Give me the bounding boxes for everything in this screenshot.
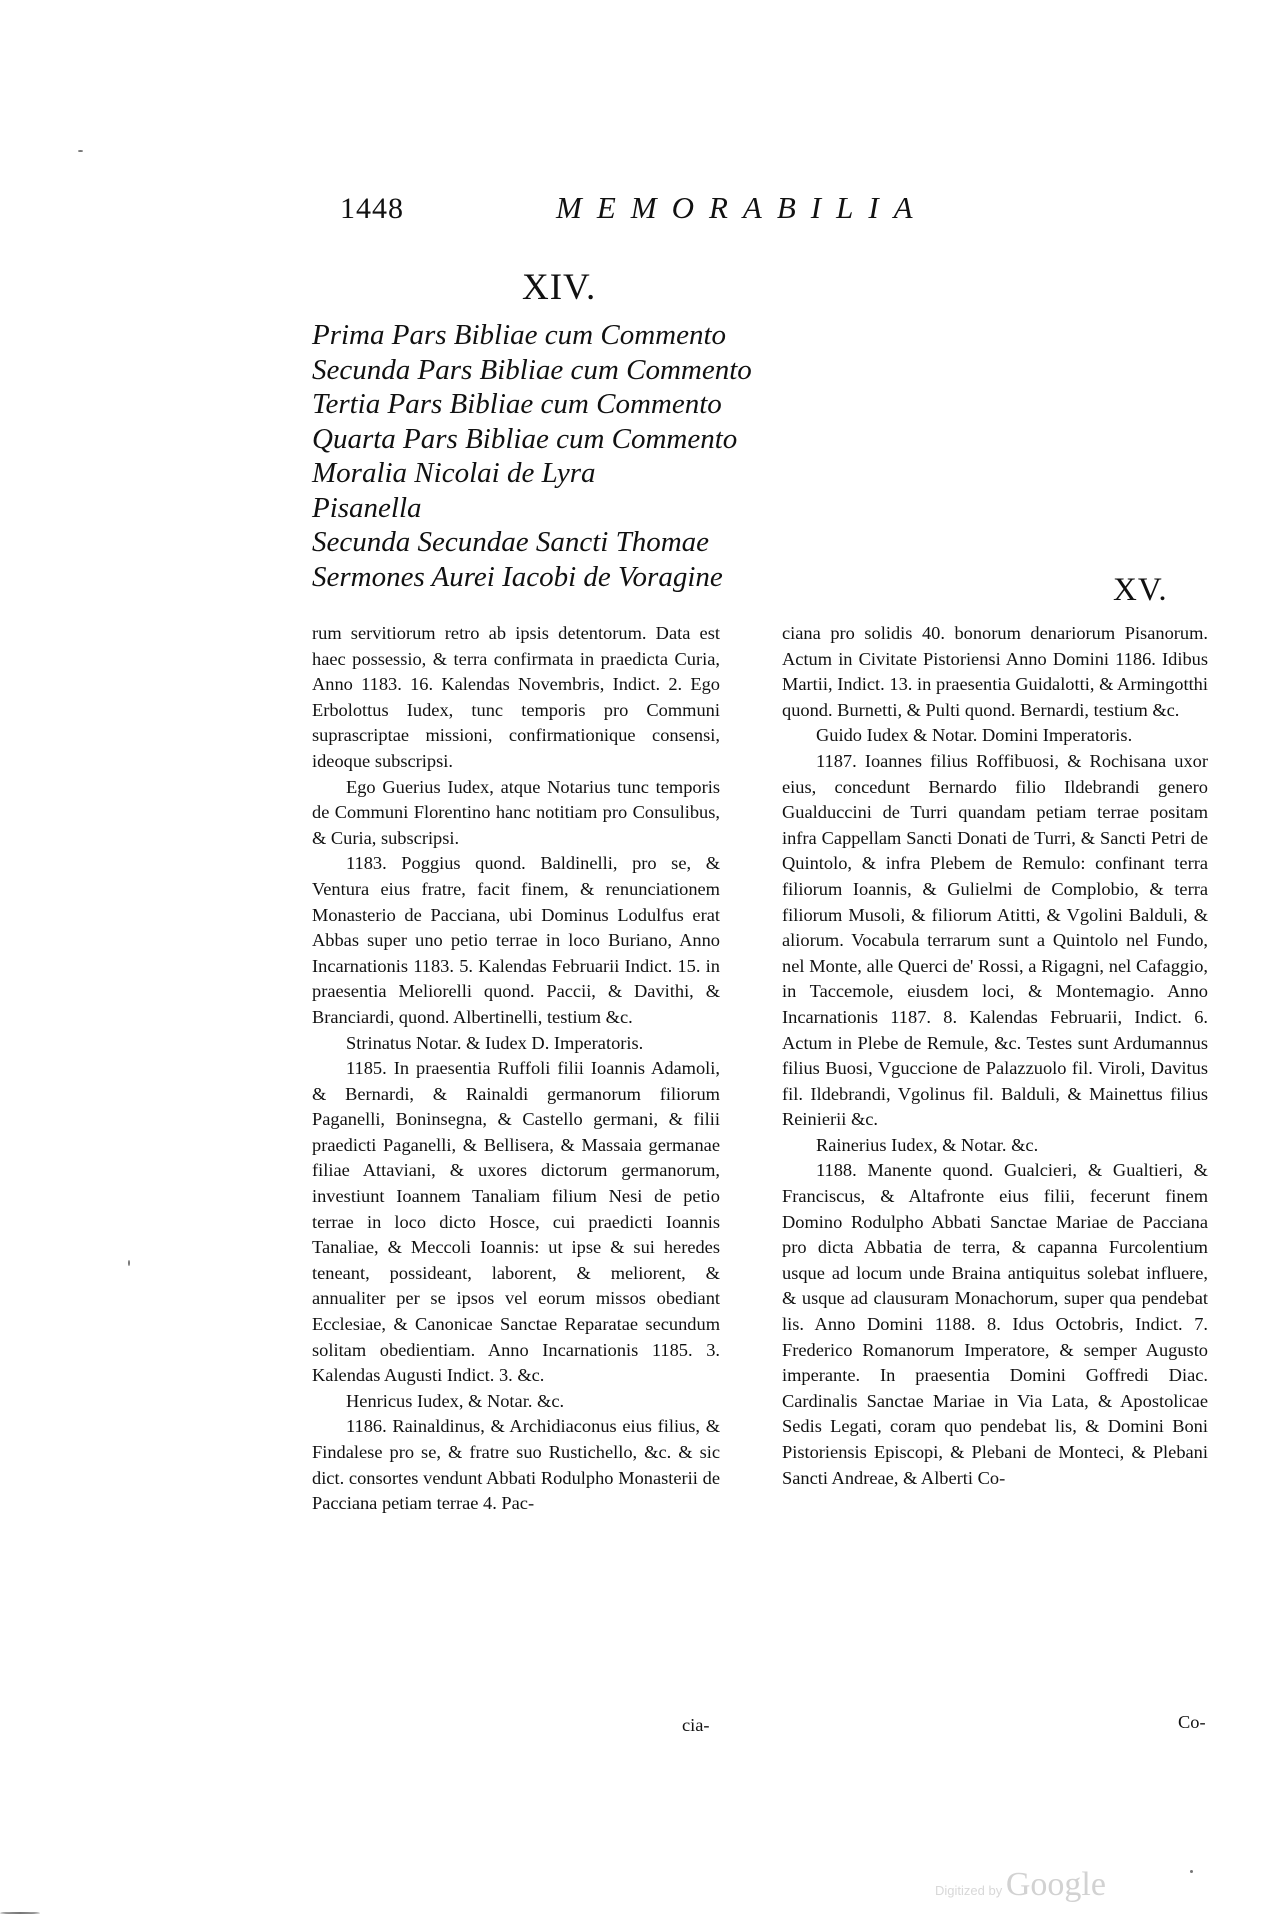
catchword-right: Co-	[1178, 1712, 1206, 1732]
book-entry: Pisanella	[312, 491, 422, 524]
scan-speck	[78, 150, 83, 152]
paragraph: Strinatus Notar. & Iudex D. Imperatoris.	[346, 1032, 644, 1053]
paragraph: 1185. In praesentia Ruffoli filii Ioannis Adamoli, & Bernardi, & Rainaldi germanorum filiorum Paganelli, Boninsegna, & Castello germani, & filii praedicti Paganelli, & Bellisera, & Massaia germanae filiae Attaviani, & uxores dictorum germanorum, investiunt Ioannem Tanaliam filium Nesi de petio terrae in loco dicto Hosce, cui praedicti Ioannis Tanaliae, & Meccoli Ioannis: ut ipse & sui heredes teneant, possideant, laborent, & meliorent, & annualiter per se ipsos vel eorum missos obediant Ecclesiae, & Canonicae Sanctae Reparatae secundum solitam obedientiam. Anno Incarnationis 1185. 3. Kalendas Augusti Indict. 3. &c.	[312, 1058, 720, 1386]
right-text-column	[782, 621, 1208, 1491]
catchword-left: cia-	[682, 1715, 710, 1735]
book-entry: Prima Pars Bibliae cum Commento	[312, 319, 727, 351]
paragraph: 1186. Rainaldinus, & Archidiaconus eius filius, & Findalese pro se, & fratre suo Rustichello, &c. & sic dict. consortes vendunt Abbati Rodulpho Monasterii de Pacciana petiam terrae 4. Pac-	[312, 1416, 720, 1514]
scan-speck	[0, 1912, 40, 1914]
scan-speck	[128, 1260, 130, 1266]
book-entry: Sermones Aurei Iacobi de Voragine	[312, 560, 723, 593]
scan-speck	[1190, 1870, 1193, 1873]
paragraph: 1183. Poggius quond. Baldinelli, pro se, & Ventura eius fratre, facit finem, & renunciationem Monasterio de Pacciana, ubi Dominus Lodulfus erat Abbas super uno petio terrae in loco Buriano, Anno Incarnationis 1183. 5. Kalendas Februarii Indict. 15. in praesentia Meliorelli quond. Paccii, & Davithi, & Branciardi, quond. Albertinelli, testium &c.	[312, 853, 720, 1027]
book-entry: Moralia Nicolai de Lyra	[312, 457, 596, 489]
paragraph: 1187. Ioannes filius Roffibuosi, & Rochisana uxor eius, concedunt Bernardo filio Ildebrandi genero Gualduccini de Turri quandam petiam terrae positam infra Cappellam Sancti Donati de Turri, & Sancti Petri de Quintolo, & infra Plebem de Remulo: confinant terra filiorum Ioannis, & Gulielmi de Complobio, & terra filiorum Musoli, & filiorum Atitti, & Vgolini Balduli, & aliorum. Vocabula terrarum sunt a Quintolo nel Fundo, nel Monte, alle Querci de' Rossi, a Rigagni, nel Cafaggio, in Taccemole, eiusdem loci, & Montemagio. Anno Incarnationis 1187. 8. Kalendas Februarii, Indict. 6. Actum in Plebe de Remule, &c. Testes sunt Ardumannus filius Buosi, Vguccione de Palazzuolo fil. Viroli, Davitus fil. Ildebrandi, Vgolinus fil. Balduli, & Mainettus filius Reinierii &c.	[782, 750, 1208, 1130]
running-title: MEMORABILIA	[556, 190, 928, 225]
section-xv-heading: XV.	[1113, 572, 1168, 608]
paragraph: 1188. Manente quond. Gualcieri, & Gualtieri, & Franciscus, & Altafronte eius filii, fecerunt finem Domino Rodulpho Abbati Sanctae Mariae de Pacciana pro dicta Abbatia de terra, & capanna Furcolentium usque ad locum unde Braina antiquitus solebat influere, & usque ad clausuram Monachorum, super qua pendebat lis. Anno Domini 1188. 8. Idus Octobris, Indict. 7. Frederico Romanorum Imperatore, & semper Augusto imperante. In praesentia Domini Goffredi Diac. Cardinalis Sanctae Mariae in Via Lata, & Apostolicae Sedis Legati, coram quo pendebat lis, & Domini Boni Pistoriensis Episcopi, & Plebani de Monteci, & Plebani Sancti Andreae, & Alberti Co-	[782, 1160, 1208, 1488]
book-entry: Tertia Pars Bibliae cum Commento	[312, 388, 722, 420]
book-list	[312, 318, 752, 594]
book-entry: Secunda Pars Bibliae cum Commento	[312, 353, 752, 386]
paragraph: ciana pro solidis 40. bonorum denariorum Pisanorum. Actum in Civitate Pistoriensi Anno Domini 1186. Idibus Martii, Indict. 13. in praesentia Guidalotti, & Armingotthi quond. Burnetti, & Pulti quond. Bernardi, testium &c.	[782, 623, 1208, 720]
paragraph: rum servitiorum retro ab ipsis detentorum. Data est haec possessio, & terra confirmata in praedicta Curia, Anno 1183. 16. Kalendas Novembris, Indict. 2. Ego Erbolottus Iudex, tunc temporis pro Communi suprascriptae missioni, confirmationique consensi, ideoque subscripsi.	[312, 623, 720, 771]
watermark-prefix: Digitized by	[935, 1883, 1003, 1898]
paragraph: Guido Iudex & Notar. Domini Imperatoris.	[816, 725, 1133, 746]
paragraph: Henricus Iudex, & Notar. &c.	[346, 1390, 565, 1411]
paragraph: Rainerius Iudex, & Notar. &c.	[816, 1134, 1039, 1155]
book-entry: Quarta Pars Bibliae cum Commento	[312, 422, 738, 455]
paragraph: Ego Guerius Iudex, atque Notarius tunc temporis de Communi Florentino hanc notitiam pro Consulibus, & Curia, subscripsi.	[312, 776, 720, 848]
book-entry: Secunda Secundae Sancti Thomae	[312, 526, 710, 558]
watermark-brand: Google	[1005, 1866, 1106, 1903]
left-text-column	[312, 621, 720, 1517]
page-number: 1448	[340, 192, 404, 225]
digitization-watermark	[935, 1866, 1106, 1904]
section-xiv-heading: XIV.	[522, 267, 597, 308]
